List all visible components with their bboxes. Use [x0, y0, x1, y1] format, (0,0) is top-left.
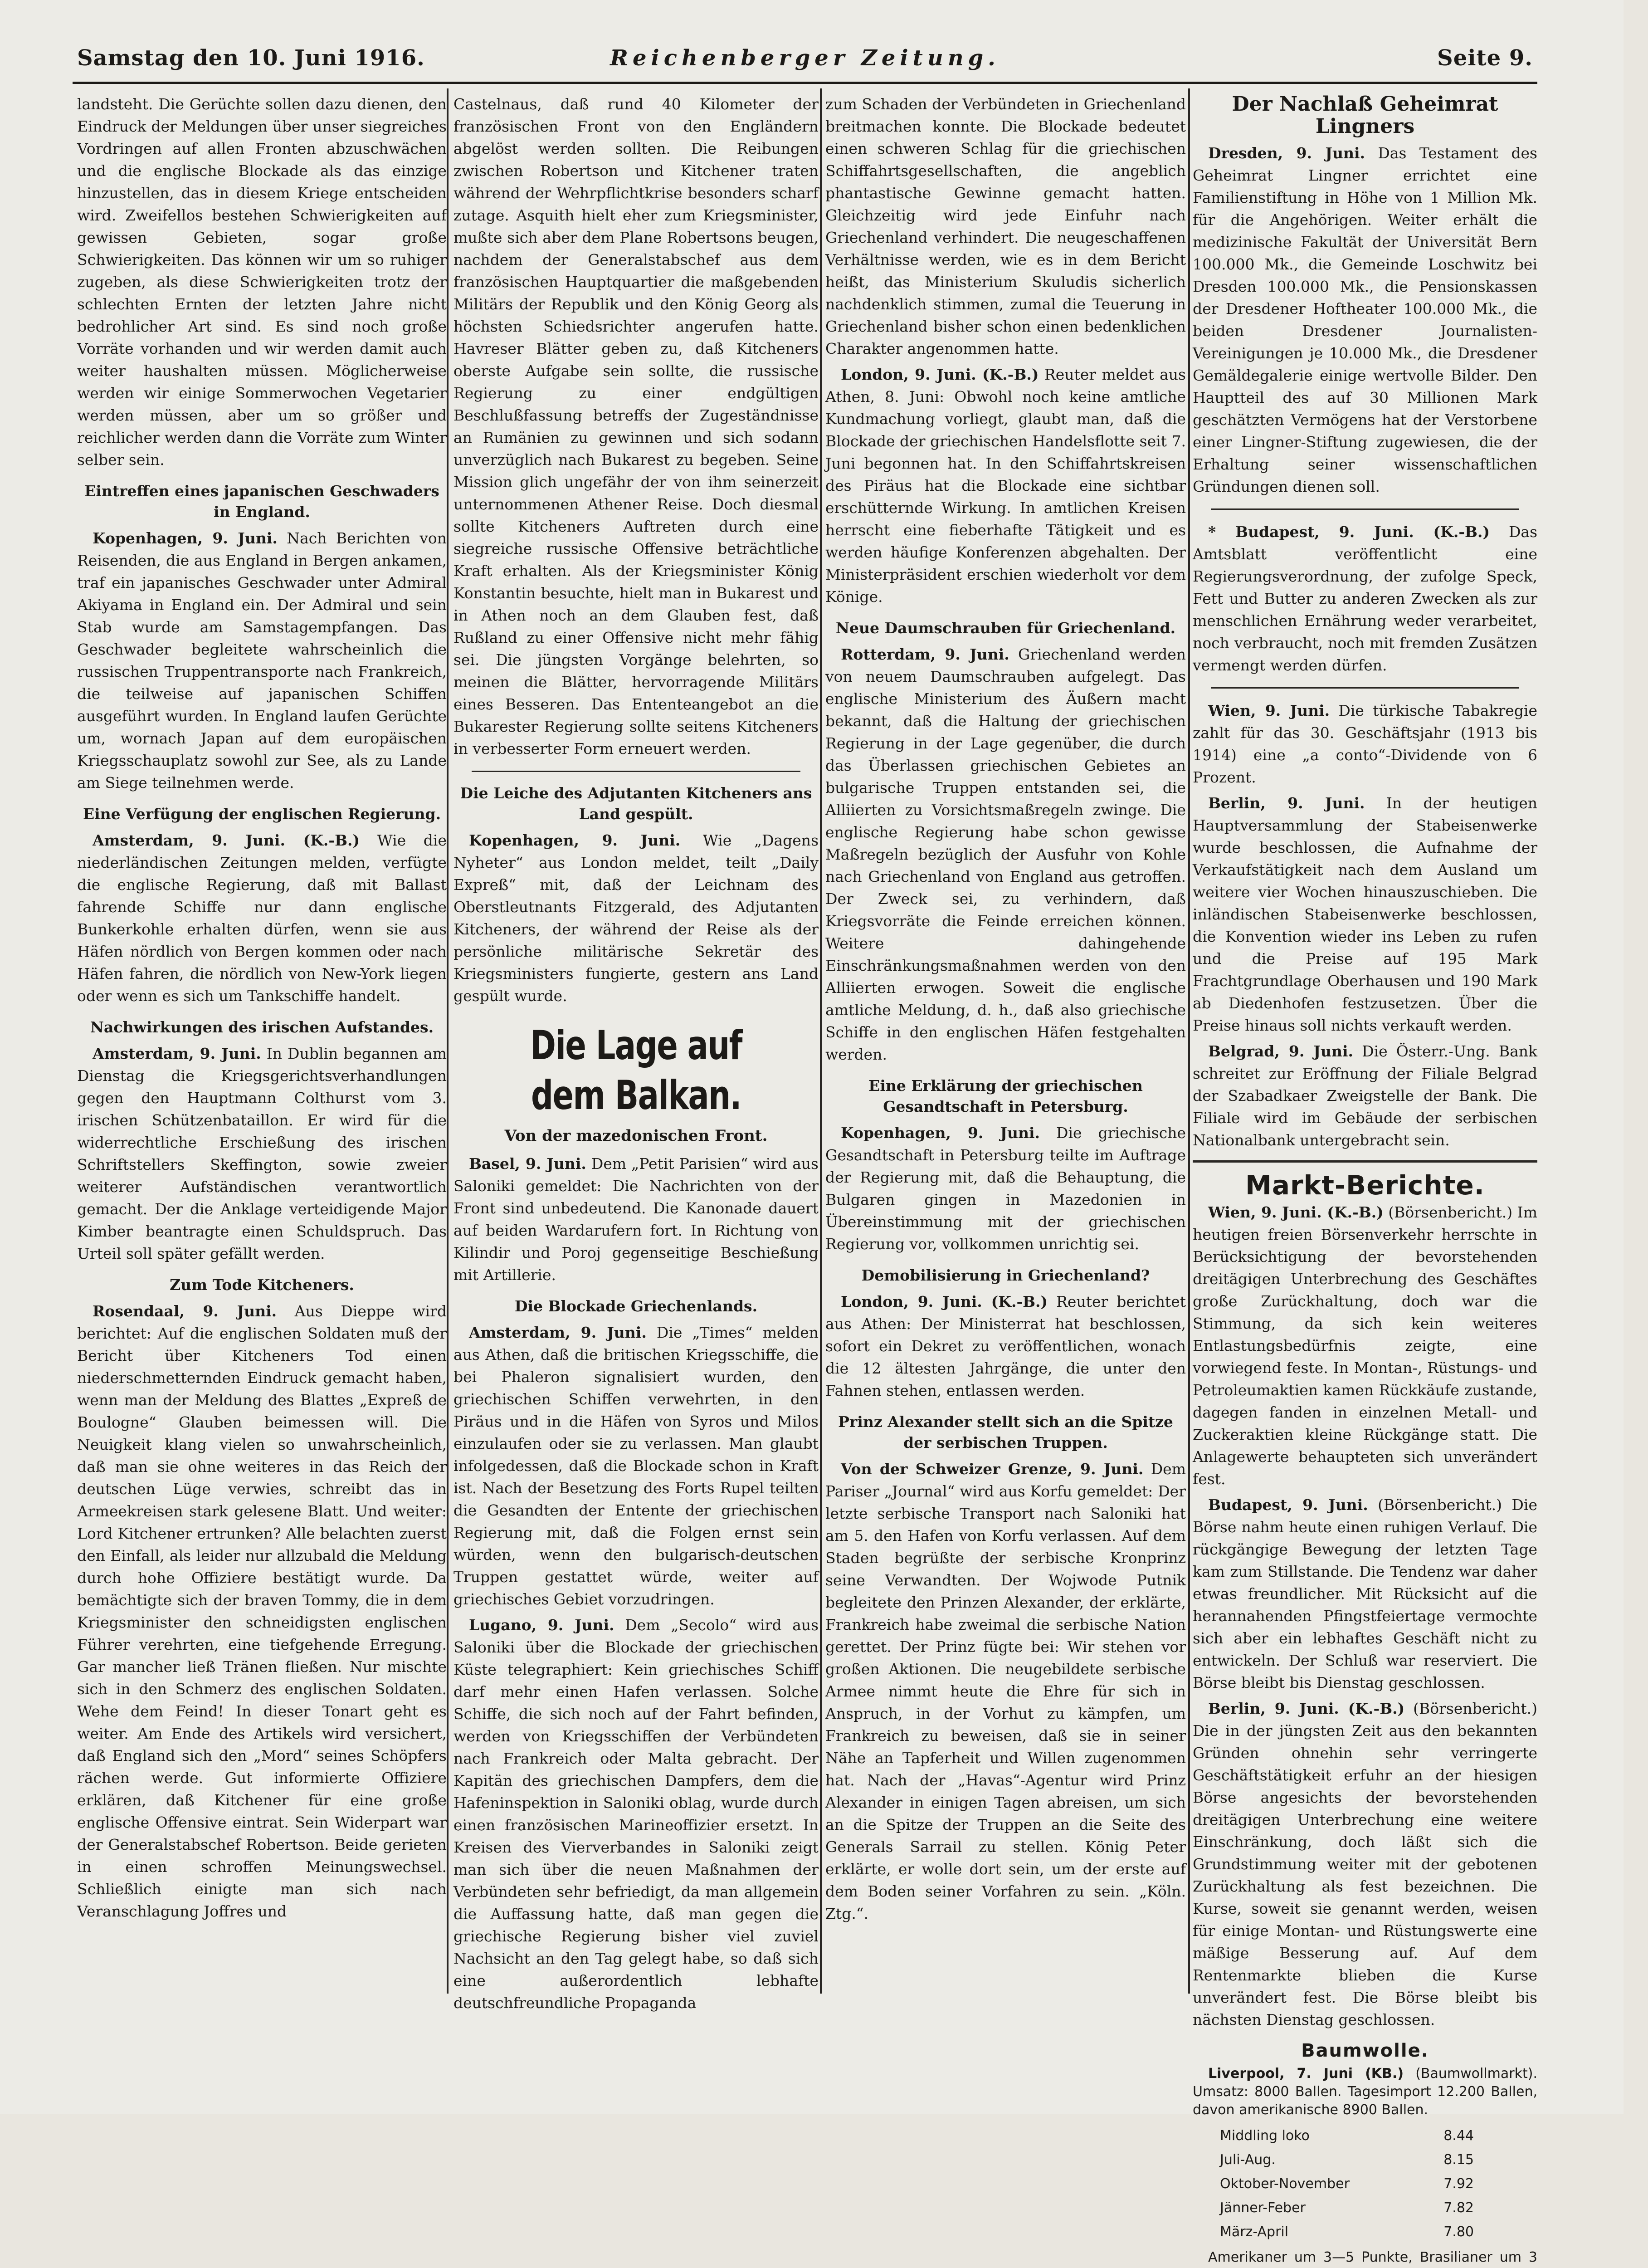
article-paragraph: Wien, 9. Juni. Die türkische Tabakregie zahlt für das 30. Geschäftsjahr (1913 bis 1914) eine „a conto“-Dividende von 6 Prozent. — [1193, 702, 1537, 786]
article-headline: Eintreffen eines japanischen Geschwaders in England. — [84, 482, 439, 521]
column-divider — [447, 88, 449, 1994]
article-headline: Die Leiche des Adjutanten Kitcheners ans Land gespült. — [460, 784, 812, 823]
article-headline: Neue Daumschrauben für Griechenland. — [835, 619, 1176, 637]
dateline: Liverpool, 7. Juni (KB.) — [1208, 2066, 1404, 2082]
article-paragraph: Rosendaal, 9. Juni. Aus Dieppe wird berichtet: Auf die englischen Soldaten muß der Bericht über Kitcheners Tod einen niederschmetternden Eindruck gemacht haben, wenn man der Meldung des Blattes „Expreß de Boulogne“ Glauben beimessen will. Die Neuigkeit klang vielen so unwahrscheinlich, daß man sie ohne weiteres in das Reich der deutschen Lüge verwies, schreibt das in Armeekreisen stark gelesene Blatt. Und weiter: Lord Kitchener ertrunken? Alle belachten zuerst den Einfall, als leider nur allzubald die Meldung durch hohe Offiziere bestätigt wurde. Da bemächtigte sich der braven Tommy, die in dem Kriegsminister den schneidigsten englischen Führer verehrten, eine tiefgehende Erregung. Gar mancher ließ Tränen fließen. Nur mischte sich in den Schmerz des englischen Soldaten. Wehe dem Feind! In dieser Tonart geht es weiter. Am Ende des Artikels wird versichert, daß England sich den „Mord“ seines Schöpfers rächen werde. Gut informierte Offiziere erklären, daß Kitchener für eine große englische Offensive eintrat. Sein Widerpart war der Generalstabschef Robertson. Beide gerieten in einen schroffen Meinungswechsel. Schließlich einigte man sich nach Veranschlagung Joffres und — [77, 1302, 447, 1920]
article-headline: Nachwirkungen des irischen Aufstandes. — [90, 1018, 434, 1036]
section-headline: Die Lage auf dem Balkan. — [530, 1022, 742, 1119]
quote-label: Oktober-November — [1220, 2176, 1350, 2192]
dateline: Von der Schweizer Grenze, 9. Juni. — [841, 1460, 1144, 1478]
quote-label: Juli-Aug. — [1220, 2152, 1276, 2168]
newspaper-title: Reichenberger Zeitung. — [610, 45, 1000, 71]
article-paragraph: Kopenhagen, 9. Juni. Nach Berichten von Reisenden, die aus England in Bergen ankamen, traf ein japanisches Geschwader unter Admiral Akiyama in England ein. Der Admiral und sein Stab wurde am Samstagempfangen. Das Geschwader begleitete wahrscheinlich die russischen Truppentransporte nach Frankreich, die teilweise auf japanischen Schiffen ausgeführt wurden. In England laufen Gerüchte um, wornach Japan auf dem europäischen Kriegsschauplatz sowohl zur See, als zu Lande am Siege teilnehmen werde. — [77, 529, 447, 792]
dateline: Wien, 9. Juni. — [1208, 702, 1330, 719]
dateline: Dresden, 9. Juni. — [1208, 144, 1365, 162]
article-paragraph: Amsterdam, 9. Juni. Die „Times“ melden aus Athen, daß die britischen Kriegsschiffe, die bei Phaleron signalisiert wurden, den griechischen Schiffen verwehrten, in den Piräus und in die Häfen von Syros und Milos einzulaufen oder sie zu verlassen. Man glaubt infolgedessen, daß die Blockade schon in Kraft ist. Nach der Besetzung des Forts Rupel teilten die Gesandten der Entente der griechischen Regierung mit, daß die Folgen ernst sein würden, wenn den bulgarisch-deutschen Truppen gestattet würde, weiter auf griechisches Gebiet vorzudringen. — [453, 1324, 819, 1608]
article-paragraph: Amsterdam, 9. Juni. In Dublin begannen am Dienstag die Kriegsgerichtsverhandlungen gegen den Hauptmann Colthurst vom 3. irischen Schützenbataillon. Er wird für die widerrechtliche Erschießung des irischen Schriftstellers Skeffington, sowie zweier weiterer Aufständischen verantwortlich gemacht. Der die Anklage verteidigende Major Kimber beantragte einen Schuldspruch. Das Urteil soll später gefällt werden. — [77, 1045, 447, 1262]
quote-label: März-April — [1220, 2224, 1289, 2240]
dateline: Kopenhagen, 9. Juni. — [841, 1124, 1040, 1142]
article-paragraph: Amerikaner um 3—5 Punkte, Brasilianer um 3 — [1208, 2249, 1537, 2265]
article-paragraph: Kopenhagen, 9. Juni. Die griechische Gesandtschaft in Petersburg teilte im Auftrage der Regierung mit, daß die Behauptung, die Bulgaren gingen in Mazedonien in Übereinstimmung mit der griechischen Regierung vor, vollkommen unrichtig sei. — [825, 1124, 1186, 1253]
table-row — [1220, 2172, 1474, 2196]
article-paragraph: Basel, 9. Juni. Dem „Petit Parisien“ wird aus Saloniki gemeldet: Die Nachrichten von der Front sind unbedeutend. Die Kanonade dauert auf beiden Wardarufern fort. In Richtung von Kilindir und Poroj gegenseitige Beschießung mit Artillerie. — [453, 1155, 819, 1284]
article-paragraph: Amsterdam, 9. Juni. (K.-B.) Wie die niederländischen Zeitungen melden, verfügte die englische Regierung, daß mit Ballast fahrende Schiffe nur dann englische Bunkerkohle erhalten dürfen, wenn sie aus Häfen nördlich von Bergen kommen oder nach Häfen fahren, die nördlich von New-York liegen oder wenn es sich um Tankschiffe handelt. — [77, 831, 447, 1005]
article-paragraph: Castelnaus, daß rund 40 Kilometer der französischen Front von den Engländern abgelöst werden sollten. Die Reibungen zwischen Robertson und Kitchener traten während der Wehrpflichtkrise besonders scharf zutage. Asquith hielt eher zum Kriegsminister, mußte sich aber dem Plane Robertsons beugen, nachdem der Generalstabschef aus dem französischen Hauptquartier die maßgebenden Militärs der Republik und den König Georg als höchsten Schiedsrichter angerufen hatte. Havreser Blätter geben zu, daß Kitcheners oberste Aufgabe sein sollte, die russische Regierung zu einer endgültigen Beschlußfassung betreffs der Zugeständnisse an Rumänien zu gewinnen und sich sodann unverzüglich nach Bukarest zu begeben. Seine Mission glich ungefähr der von ihm seinerzeit unternommenen Athener Reise. Doch diesmal sollte Kitcheners Auftreten durch eine siegreiche russische Offensive beträchtliche Kraft erhalten. Als der Kriegsminister König Konstantin besuchte, hielt man in Bukarest und in Athen noch an dem Glauben fest, daß Rußland zu einer Offensive nicht mehr fähig sei. Die jüngsten Vorgänge belehrten, so meinen die Blätter, hervorragende Militärs eines Besseren. Das Ententeangebot an die Bukarester Regierung sollte seitens Kitcheners in verbesserter Form erneuert werden. — [453, 95, 819, 758]
dateline: Berlin, 9. Juni. (K.-B.) — [1208, 1700, 1405, 1717]
article-paragraph: Von der Schweizer Grenze, 9. Juni. Dem Pariser „Journal“ wird aus Korfu gemeldet: Der letzte serbische Transport nach Saloniki hat am 5. den Hafen von Korfu verlassen. Auf dem Staden begrüßte der serbische Kronprinz seine Verwandten. Der Wojwode Putnik begleitete den Prinzen Alexander, der erklärte, Frankreich habe zweimal die serbische Nation gerettet. Der Prinz fügte bei: Wir stehen vor großen Aktionen. Die neugebildete serbische Armee nimmt heute die Ehre für sich in Anspruch, in der Vorhut zu kämpfen, um Frankreich zu beweisen, daß sie in seiner Nähe an Tapferheit und Willen zugenommen hat. Nach der „Havas“-Agentur wird Prinz Alexander in einigen Tagen abreisen, um sich an die Spitze der Truppen an die Seite des Generals Sarrail zu stellen. König Peter erklärte, er wolle dort sein, um der erste auf dem Boden seiner Vorfahren zu sein. „Köln. Ztg.“. — [825, 1460, 1186, 1922]
column-3 — [825, 93, 1186, 2021]
section-rule — [1211, 508, 1519, 510]
column-2 — [453, 93, 819, 2021]
dateline: Belgrad, 9. Juni. — [1208, 1042, 1354, 1060]
quote-value: 8.44 — [1443, 2128, 1474, 2144]
section-rule — [472, 771, 800, 772]
column-1 — [77, 93, 447, 2021]
dateline: Wien, 9. Juni. (K.-B.) — [1208, 1203, 1384, 1221]
article-paragraph: London, 9. Juni. (K.-B.) Reuter meldet aus Athen, 8. Juni: Obwohl noch keine amtliche Kundmachung vorliegt, glaubt man, daß die Blockade der griechischen Handelsflotte seit 7. Juni begonnen hat. In den Schiffahrtskreisen des Piräus hat die Blockade eine sichtbar erschütternde Wirkung. In amtlichen Kreisen herrscht eine fieberhafte Tätigkeit und es werden häufige Konferenzen abgehalten. Der Ministerpräsident erschien wiederholt vor dem Könige. — [825, 366, 1186, 606]
masthead-rule — [73, 82, 1537, 84]
dateline: London, 9. Juni. (K.-B.) — [841, 366, 1039, 383]
article-headline: Eine Erklärung der griechischen Gesandtschaft in Petersburg. — [868, 1077, 1143, 1115]
section-rule — [1193, 1160, 1537, 1163]
dateline: Budapest, 9. Juni. — [1208, 1496, 1368, 1514]
dateline: Kopenhagen, 9. Juni. — [469, 831, 681, 849]
article-headline: Eine Verfügung der englischen Regierung. — [83, 805, 441, 823]
article-headline: Zum Tode Kitcheners. — [170, 1276, 354, 1294]
article-paragraph: Berlin, 9. Juni. In der heutigen Hauptversammlung der Stabeisenwerke wurde beschlossen, die Aufnahme der Verkaufstätigkeit nach dem Ausland um weitere vier Wochen hinauszuschieben. Die inländischen Stabeisenwerke beschlossen, die Konvention wieder ins Leben zu rufen und die Preise auf 195 Mark Frachtgrundlage Oberhausen und 190 Mark ab Diedenhofen festzusetzen. Über die Preise hinaus soll nichts verkauft werden. — [1193, 794, 1537, 1034]
dateline: * Budapest, 9. Juni. (K.-B.) — [1208, 523, 1490, 541]
quote-value: 8.15 — [1443, 2152, 1474, 2168]
quote-label: Jänner-Feber — [1220, 2200, 1306, 2216]
table-row — [1220, 2196, 1474, 2220]
article-headline: Prinz Alexander stellt sich an die Spitze der serbischen Truppen. — [838, 1413, 1173, 1452]
cotton-title: Baumwolle. — [1301, 2040, 1429, 2061]
article-paragraph: Wien, 9. Juni. (K.-B.) (Börsenbericht.) Im heutigen freien Börsenverkehr herrschte in Berücksichtigung der bevorstehenden dreitägigen Unterbrechung des Geschäftes große Zurückhaltung, doch war die Stimmung, da sich kein weiteres Entlastungsbedürfnis zeigte, eine vorwiegend feste. In Montan-, Rüstungs- und Petroleumaktien kamen Rückkäufe zustande, dagegen fanden in einzelnen Metall- und Zuckeraktien kleine Rückgänge statt. Die Anlagewerte behaupteten sich unverändert fest. — [1193, 1203, 1537, 1488]
article-paragraph: Liverpool, 7. Juni (KB.) (Baumwollmarkt). Umsatz: 8000 Ballen. Tagesimport 12.200 Ballen, davon amerikanische 8900 Ballen. — [1193, 2066, 1537, 2118]
dateline: Lugano, 9. Juni. — [469, 1616, 614, 1634]
masthead — [77, 45, 1533, 82]
article-headline: Der Nachlaß Geheimrat Lingners — [1232, 93, 1498, 138]
article-paragraph: Berlin, 9. Juni. (K.-B.) (Börsenbericht.) Die in der jüngsten Zeit aus den bekannten Gründen ohnehin sehr verringerte Geschäftstätigkeit erfuhr an der hiesigen Börse angesichts der bevorstehenden dreitägigen Unterbrechung eine weitere Einschränkung, doch läßt sich die Grundstimmung weiter mit der gebotenen Zurückhaltung als fest bezeichnen. Die Kurse, soweit sie genannt werden, weisen für einige Montan- und Rüstungswerte eine mäßige Besserung auf. Auf dem Rentenmarkte blieben die Kurse unverändert fest. Die Börse bleibt bis nächsten Dienstag geschlossen. — [1193, 1700, 1537, 2028]
dateline: Amsterdam, 9. Juni. — [93, 1045, 261, 1062]
article-paragraph: landsteht. Die Gerüchte sollen dazu dienen, den Eindruck der Meldungen über unser siegreiches Vordringen auf allen Fronten abzuschwächen und die englische Blockade als das einzige hinzustellen, das in diesem Kriege entscheiden wird. Zweifellos bestehen Schwierigkeiten auf gewissen Gebieten, sogar große Schwierigkeiten. Das können wir um so ruhiger zugeben, als diese Schwierigkeiten trotz der schlechten Ernten der letzten Jahre nicht bedrohlicher Art sind. Es sind noch große Vorräte vorhanden und wir werden damit auch weiter haushalten müssen. Möglicherweise werden wir einige Sommerwochen Vegetarier werden müssen, aber um so größer und reichlicher werden dann die Vorräte zum Winter selber sein. — [77, 95, 447, 469]
dateline: Rotterdam, 9. Juni. — [841, 645, 1009, 663]
quote-value: 7.92 — [1443, 2176, 1474, 2192]
quote-label: Middling loko — [1220, 2128, 1310, 2144]
article-paragraph: London, 9. Juni. (K.-B.) Reuter berichtet aus Athen: Der Ministerrat hat beschlossen, sofort ein Dekret zu veröffentlichen, wonach die 12 ältesten Jahrgänge, die unter den Fahnen stehen, entlassen werden. — [825, 1293, 1186, 1399]
article-paragraph: Kopenhagen, 9. Juni. Wie „Dagens Nyheter“ aus London meldet, teilt „Daily Expreß“ mit, daß der Leichnam des Oberstleutnants Fitzgerald, des Adjutanten Kitcheners, der während der Reise als der persönliche militärische Sekretär des Kriegsministers fungierte, gestern ans Land gespült wurde. — [453, 831, 819, 1005]
dateline: Basel, 9. Juni. — [469, 1155, 586, 1173]
article-paragraph: * Budapest, 9. Juni. (K.-B.) Das Amtsblatt veröffentlicht eine Regierungsverordnung, der zufolge Speck, Fett und Butter zu anderen Zwecken als zur menschlichen Ernährung weder verarbeitet, noch verbraucht, noch mit fremden Zusätzen vermengt werden dürfen. — [1193, 523, 1538, 674]
article-paragraph: Rotterdam, 9. Juni. Griechenland werden von neuem Daumschrauben aufgelegt. Das englische Ministerium des Äußern macht bekannt, daß die Haltung der griechischen Regierung in der Lage gegenüber, die durch das Überlassen griechischen Gebietes an bulgarische Truppen entstanden sei, die Alliierten zu Vorsichtsmaßregeln zwinge. Die englische Regierung habe schon gewisse Maßregeln bezüglich der Ausfuhr von Kohle nach Griechenland von England aus getroffen. Der Zweck sei, zu verhindern, daß Kriegsvorräte die Feinde erreichen können. Weitere dahingehende Einschränkungsmaßnahmen werden von den Alliierten erwogen. Soweit die englische amtliche Meldung, d. h., daß also griechische Schiffe in den englischen Häfen festgehalten werden. — [825, 645, 1186, 1063]
market-reports-title: Markt-Berichte. — [1245, 1170, 1485, 1201]
column-divider — [820, 88, 822, 1994]
table-row — [1220, 2220, 1474, 2244]
article-headline: Demobilisierung in Griechenland? — [861, 1266, 1150, 1284]
dateline: Amsterdam, 9. Juni. (K.-B.) — [93, 831, 360, 849]
article-paragraph: Belgrad, 9. Juni. Die Österr.-Ung. Bank schreitet zur Eröffnung der Filiale Belgrad der Szabadkaer Zweigstelle der Bank. Die Filiale wird im Gebäude der serbischen Nationalbank untergebracht sein. — [1193, 1042, 1537, 1149]
dateline: Kopenhagen, 9. Juni. — [93, 529, 278, 547]
quote-value: 7.82 — [1443, 2200, 1474, 2216]
column-divider — [1188, 88, 1190, 1994]
article-headline: Die Blockade Griechenlands. — [514, 1297, 758, 1315]
dateline: Berlin, 9. Juni. — [1208, 794, 1365, 812]
dateline: Rosendaal, 9. Juni. — [93, 1302, 277, 1320]
article-paragraph: Lugano, 9. Juni. Dem „Secolo“ wird aus Saloniki über die Blockade der griechischen Küste telegraphiert: Kein griechisches Schiff darf mehr einen Hafen verlassen. Solche Schiffe, die sich noch auf der Fahrt befinden, werden von Kriegsschiffen der Verbündeten nach Frankreich oder Malta gebracht. Der Kapitän des griechischen Dampfers, dem die Hafeninspektion in Saloniki oblag, wurde durch einen französischen Marineoffizier ersetzt. In Kreisen des Vierverbandes in Saloniki zeigt man sich über die neuen Maßnahmen der Verbündeten sehr befriedigt, da man allgemein die Auffassung hatte, daß man gegen die griechische Regierung bisher viel zuviel Nachsicht an den Tag gelegt habe, so daß sich eine außerordentlich lebhafte deutschfreundliche Propaganda — [453, 1616, 819, 2012]
article-paragraph: Dresden, 9. Juni. Das Testament des Geheimrat Lingner errichtet eine Familienstiftung in Höhe von 1 Million Mk. für die Angehörigen. Weiter erhält die medizinische Fakultät der Universität Bern 100.000 Mk., die Gemeinde Loschwitz bei Dresden 100.000 Mk., die Pensionskassen der Dresdener Hoftheater 100.000 Mk., die beiden Dresdener Journalisten-Vereinigungen je 10.000 Mk., die Dresdener Gemäldegalerie einige wertvolle Bilder. Den Hauptteil des auf 30 Millionen Mark geschätzten Vermögens hat der Verstorbene einer Lingner-Stiftung zugewiesen, die der Erhaltung seiner wissenschaftlichen Gründungen dienen soll. — [1193, 144, 1537, 495]
cotton-quotes-table — [1220, 2124, 1474, 2244]
article-paragraph: zum Schaden der Verbündeten in Griechenland breitmachen konnte. Die Blockade bedeutet einen schweren Schlag für die griechischen Schiffahrtsgesellschaften, die angeblich phantastische Gewinne gemacht hatten. Gleichzeitig wird jede Einfuhr nach Griechenland verhindert. Die neugeschaffenen Verhältnisse werden, wie es in dem Bericht heißt, das Ministerium Skuludis sicherlich nachdenklich stimmen, zumal die Teuerung in Griechenland bisher schon einen bedenklichen Charakter angenommen hatte. — [825, 95, 1186, 357]
quote-value: 7.80 — [1443, 2224, 1474, 2240]
dateline: Amsterdam, 9. Juni. — [469, 1324, 647, 1341]
issue-date: Samstag den 10. Juni 1916. — [77, 45, 425, 71]
table-row — [1220, 2148, 1474, 2172]
table-row — [1220, 2124, 1474, 2148]
column-4 — [1193, 93, 1538, 2265]
article-paragraph: Budapest, 9. Juni. (Börsenbericht.) Die Börse nahm heute einen ruhigen Verlauf. Die rückgängige Bewegung der letzten Tage kam zum Stillstande. Die Tendenz war daher etwas freundlicher. Mit Rücksicht auf die herannahenden Pfingstfeiertage vermochte sich aber ein lebhaftes Geschäft nicht zu entwickeln. Der Schluß war reserviert. Die Börse bleibt bis Dienstag geschlossen. — [1193, 1496, 1537, 1691]
page-number: Seite 9. — [1437, 45, 1533, 71]
dateline: London, 9. Juni. (K.-B.) — [841, 1293, 1048, 1310]
section-rule — [1211, 687, 1519, 689]
section-subheadline: Von der mazedonischen Front. — [504, 1127, 768, 1145]
